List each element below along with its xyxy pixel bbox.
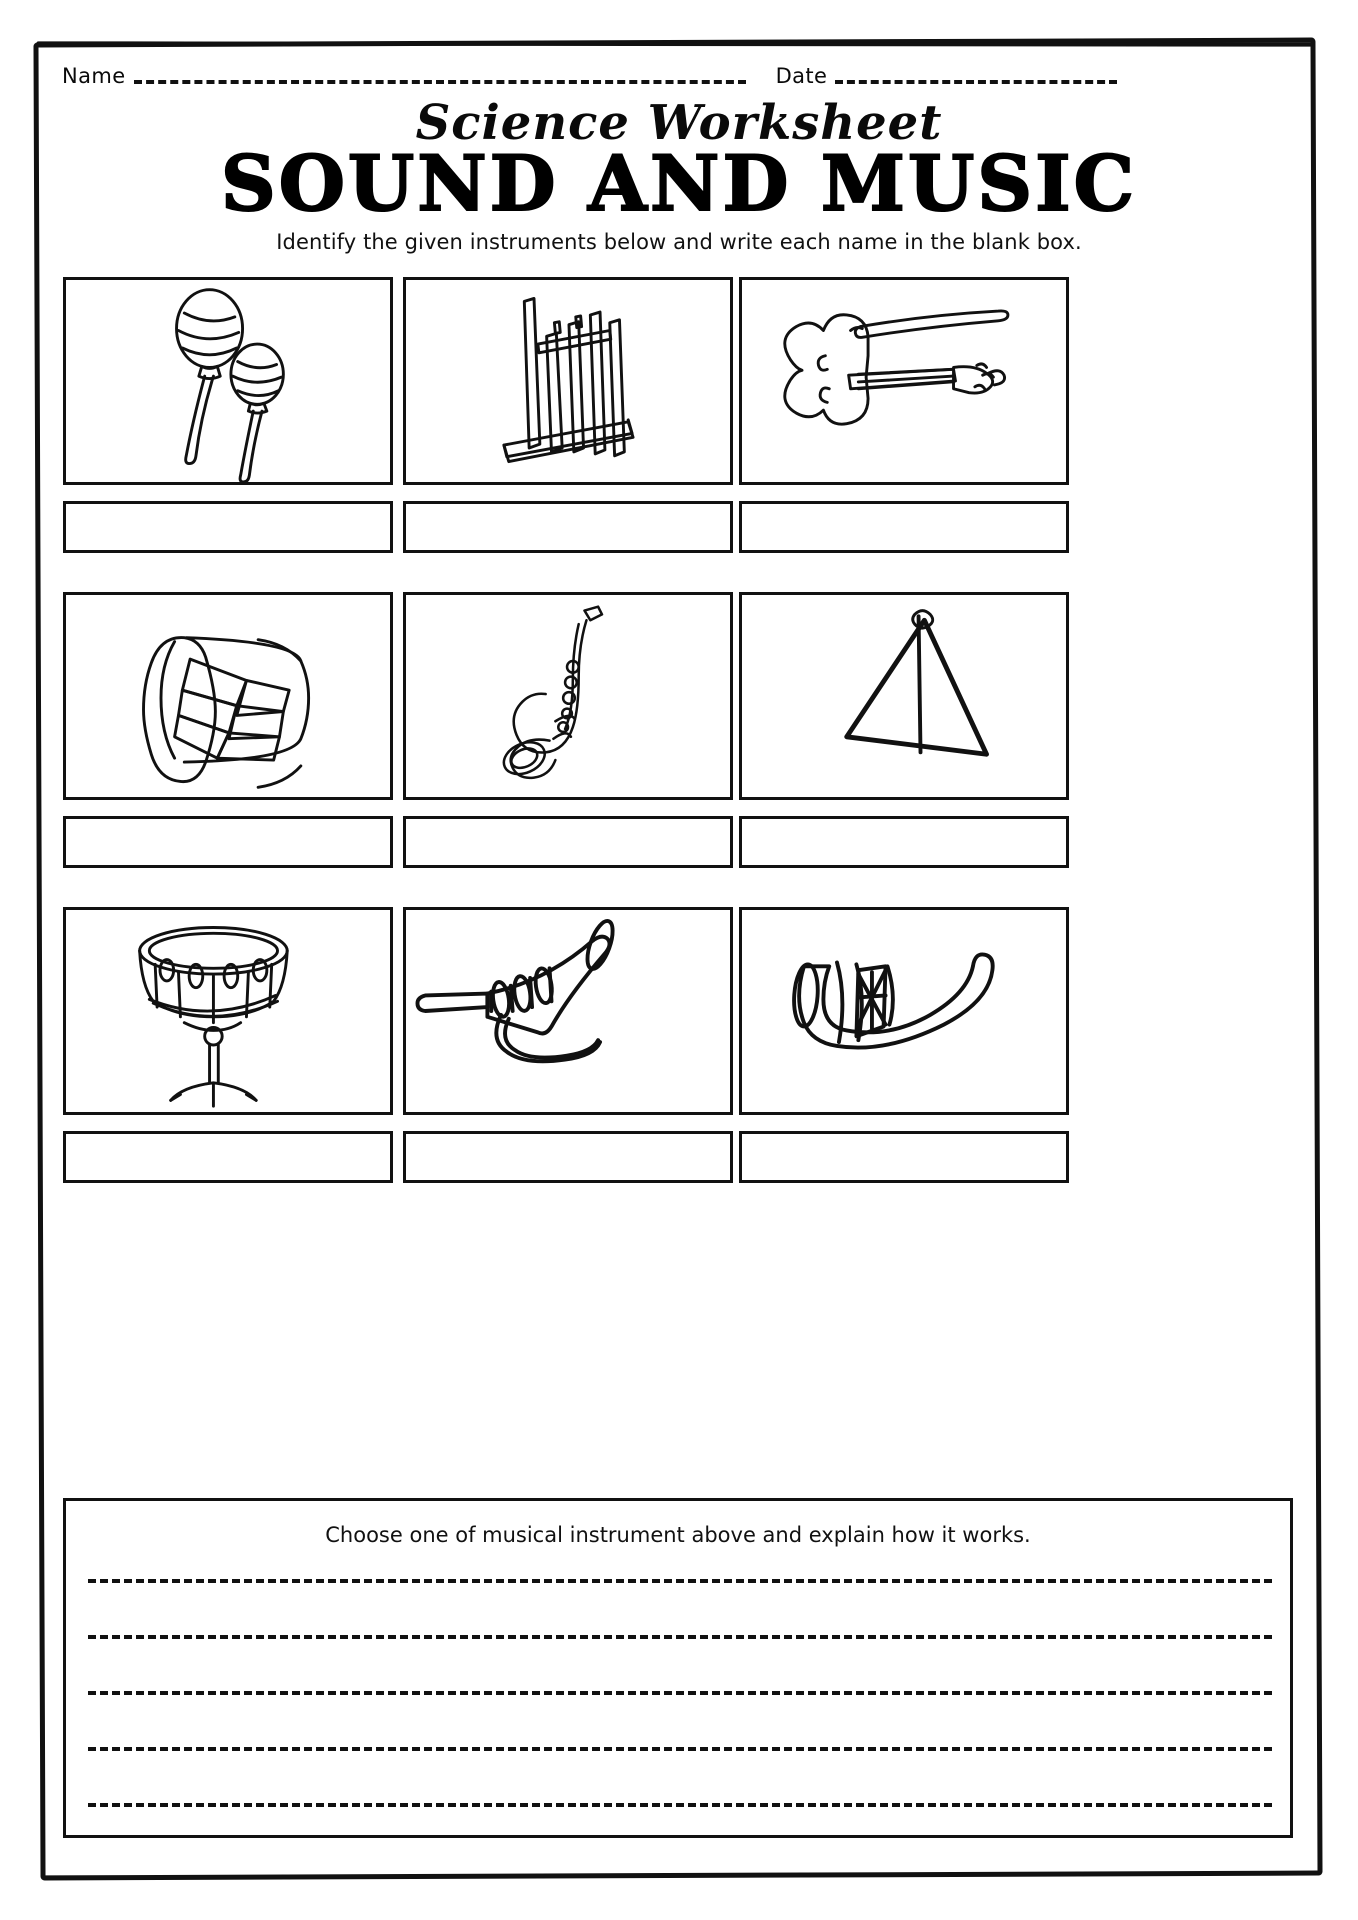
name-label: Name <box>62 64 126 88</box>
instrument-image-box <box>63 277 393 485</box>
trumpet-illustration <box>406 910 730 1112</box>
instrument-image-box <box>739 907 1069 1115</box>
instrument-image-box <box>63 592 393 800</box>
instrument-cell <box>63 277 393 553</box>
answer-input-box[interactable] <box>739 816 1069 868</box>
instrument-image-box <box>739 592 1069 800</box>
instrument-row <box>63 907 1293 1222</box>
answer-input-box[interactable] <box>403 501 733 553</box>
instrument-grid <box>63 277 1293 1222</box>
writing-line[interactable] <box>88 1747 1272 1751</box>
instrument-image-box <box>739 277 1069 485</box>
answer-input-box[interactable] <box>739 1131 1069 1183</box>
instrument-cell <box>63 592 393 868</box>
saxophone-illustration <box>406 595 730 797</box>
instrument-cell <box>739 907 1069 1183</box>
instrument-row <box>63 592 1293 907</box>
violin-illustration <box>742 280 1066 482</box>
horn-illustration <box>742 910 1066 1112</box>
writing-line[interactable] <box>88 1635 1272 1639</box>
page-title: SOUND AND MUSIC <box>220 139 1138 228</box>
instrument-cell <box>403 907 733 1183</box>
date-input-line[interactable] <box>835 80 1117 84</box>
answer-input-box[interactable] <box>739 501 1069 553</box>
date-label: Date <box>775 64 828 88</box>
instrument-image-box <box>403 277 733 485</box>
instructions-text: Identify the given instruments below and write each name in the blank box. <box>276 230 1082 254</box>
hand-drum-illustration <box>66 595 390 797</box>
writing-line[interactable] <box>88 1579 1272 1583</box>
answer-input-box[interactable] <box>403 1131 733 1183</box>
maracas-illustration <box>66 280 390 482</box>
instrument-cell <box>403 277 733 553</box>
answer-input-box[interactable] <box>63 816 393 868</box>
answer-input-box[interactable] <box>63 1131 393 1183</box>
worksheet-subject-title: Science Worksheet <box>415 95 943 151</box>
instrument-cell <box>739 592 1069 868</box>
answer-input-box[interactable] <box>403 816 733 868</box>
name-input-line[interactable] <box>134 80 746 84</box>
name-date-row <box>62 55 1292 89</box>
essay-prompt-text: Choose one of musical instrument above and explain how it works. <box>325 1523 1031 1547</box>
writing-line[interactable] <box>88 1691 1272 1695</box>
instrument-image-box <box>63 907 393 1115</box>
instrument-image-box <box>403 592 733 800</box>
triangle-illustration <box>742 595 1066 797</box>
instrument-cell <box>739 277 1069 553</box>
writing-line[interactable] <box>88 1803 1272 1807</box>
instrument-image-box <box>403 907 733 1115</box>
answer-input-box[interactable] <box>63 501 393 553</box>
instrument-cell <box>403 592 733 868</box>
essay-section <box>63 1498 1293 1838</box>
instrument-cell <box>63 907 393 1183</box>
instrument-row <box>63 277 1293 592</box>
snare-drum-illustration <box>66 910 390 1112</box>
essay-writing-lines[interactable] <box>88 1579 1272 1859</box>
angklung-illustration <box>406 280 730 482</box>
